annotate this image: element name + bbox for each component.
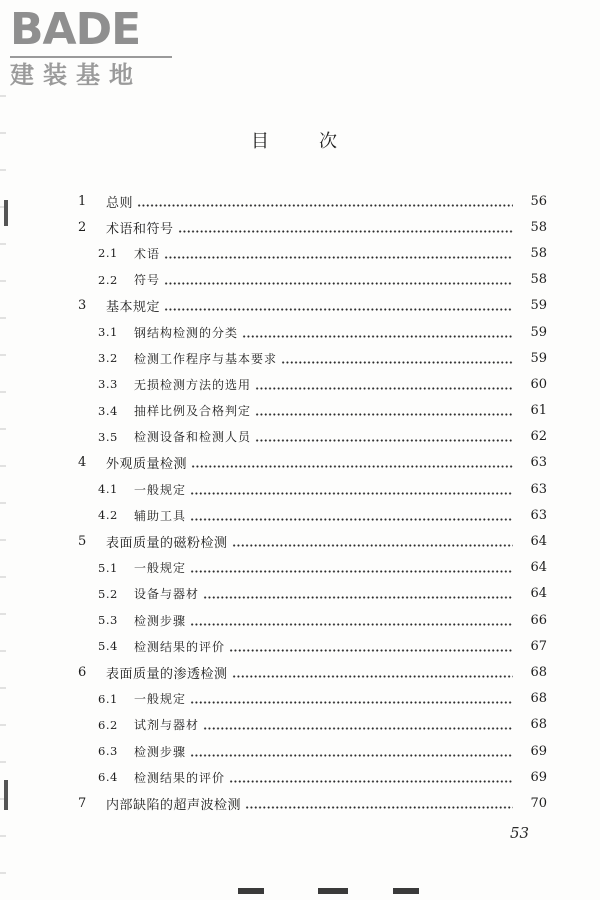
toc-entry-page: 69 (530, 743, 547, 759)
toc-entry-number: 2.2 (98, 272, 118, 287)
toc-entry-title: 符号 (134, 273, 161, 288)
toc-entry-number: 4.2 (98, 508, 118, 523)
toc-entry-title: 术语 (134, 246, 161, 261)
toc-entry-title: 外观质量检测 (106, 457, 188, 473)
logo-subtitle: 建装基地 (10, 61, 142, 89)
toc-entry-number: 3.3 (98, 377, 118, 392)
toc-entry-title: 辅助工具 (134, 508, 187, 523)
toc-entry-page: 64 (530, 534, 547, 550)
toc-entry-number: 4.1 (98, 482, 118, 497)
toc-entry-title: 一般规定 (134, 561, 187, 576)
toc-entry-number: 3 (78, 298, 87, 314)
toc-dot-leader (281, 361, 513, 364)
toc-dot-leader (229, 780, 513, 783)
toc-entry[interactable] (0, 528, 600, 554)
toc-dot-leader (255, 439, 513, 442)
toc-entry-page: 56 (530, 193, 547, 209)
toc-entry-title: 检测设备和检测人员 (134, 430, 252, 445)
toc-entry-title: 检测步骤 (134, 744, 187, 759)
toc-entry-page: 64 (530, 560, 547, 576)
logo-divider (10, 56, 172, 58)
toc-entry-title: 设备与器材 (134, 587, 200, 602)
toc-entry[interactable] (0, 424, 600, 450)
toc-entry-page: 63 (530, 455, 547, 471)
toc-entry-title: 一般规定 (134, 692, 187, 707)
page-number: 53 (510, 824, 530, 842)
toc-dot-leader (229, 649, 513, 652)
toc-dot-leader (190, 518, 513, 521)
toc-entry[interactable] (0, 686, 600, 712)
toc-entry-number: 6.2 (98, 717, 118, 732)
toc-entry-number: 5 (78, 534, 87, 550)
toc-entry-title: 表面质量的磁粉检测 (106, 536, 228, 552)
toc-dot-leader (232, 675, 513, 678)
toc-entry-title: 基本规定 (106, 300, 161, 316)
toc-entry-page: 67 (530, 638, 547, 654)
toc-entry-page: 60 (530, 376, 547, 392)
toc-entry[interactable] (0, 293, 600, 319)
toc-dot-leader (164, 256, 513, 259)
toc-entry-title: 无损检测方法的选用 (134, 377, 252, 392)
toc-entry[interactable] (0, 633, 600, 659)
toc-entry-page: 66 (530, 612, 547, 628)
logo-word: BADE (10, 4, 141, 55)
toc-entry[interactable] (0, 607, 600, 633)
toc-entry-page: 68 (530, 664, 547, 680)
toc-entry[interactable] (0, 712, 600, 738)
toc-entry[interactable] (0, 502, 600, 528)
toc-entry-page: 58 (530, 219, 547, 235)
toc-dot-leader (190, 701, 513, 704)
toc-dot-leader (190, 570, 513, 573)
toc-entry-number: 3.4 (98, 403, 118, 418)
toc-dot-leader (242, 335, 513, 338)
toc-entry-page: 62 (530, 429, 547, 445)
toc-entry[interactable] (0, 476, 600, 502)
toc-entry-page: 63 (530, 507, 547, 523)
toc-entry-page: 59 (530, 324, 547, 340)
toc-entry-title: 检测步骤 (134, 613, 187, 628)
toc-entry-number: 5.3 (98, 613, 118, 628)
toc-entry-number: 3.1 (98, 325, 118, 340)
toc-entry-title: 试剂与器材 (134, 718, 200, 733)
scan-artifact (318, 888, 348, 894)
toc-entry[interactable] (0, 738, 600, 764)
toc-entry[interactable] (0, 764, 600, 790)
toc-entry[interactable] (0, 371, 600, 397)
toc-entry[interactable] (0, 659, 600, 685)
toc-entry-page: 59 (530, 298, 547, 314)
toc-entry[interactable] (0, 345, 600, 371)
toc-entry-page: 69 (530, 769, 547, 785)
toc-dot-leader (190, 754, 513, 757)
toc-entry-number: 5.1 (98, 560, 118, 575)
toc-dot-leader (137, 204, 513, 207)
toc-dot-leader (255, 413, 513, 416)
toc-entry[interactable] (0, 398, 600, 424)
toc-entry-number: 4 (78, 455, 87, 471)
table-of-contents (0, 188, 600, 817)
toc-dot-leader (191, 465, 513, 468)
toc-dot-leader (190, 492, 513, 495)
toc-dot-leader (203, 727, 513, 730)
bade-logo-watermark (10, 6, 175, 88)
toc-entry-page: 58 (530, 272, 547, 288)
toc-entry-page: 59 (530, 350, 547, 366)
toc-dot-leader (190, 623, 513, 626)
toc-dot-leader (203, 596, 513, 599)
toc-entry-number: 5.2 (98, 586, 118, 601)
toc-entry-number: 2 (78, 219, 87, 235)
toc-entry-page: 63 (530, 481, 547, 497)
toc-entry-title: 抽样比例及合格判定 (134, 404, 252, 419)
toc-entry-title: 检测结果的评价 (134, 639, 226, 654)
toc-dot-leader (164, 308, 513, 311)
toc-entry-number: 6.4 (98, 770, 118, 785)
toc-entry-title: 检测工作程序与基本要求 (134, 351, 278, 366)
toc-dot-leader (255, 387, 513, 390)
toc-entry-page: 68 (530, 691, 547, 707)
toc-entry-page: 61 (530, 403, 547, 419)
toc-entry-title: 表面质量的渗透检测 (106, 666, 228, 682)
toc-entry-number: 6.3 (98, 744, 118, 759)
toc-entry-number: 3.2 (98, 351, 118, 366)
toc-dot-leader (178, 230, 513, 233)
toc-entry-number: 2.1 (98, 246, 118, 261)
toc-entry-title: 钢结构检测的分类 (134, 325, 239, 340)
toc-entry-number: 3.5 (98, 429, 118, 444)
toc-entry-number: 1 (78, 193, 87, 209)
toc-entry[interactable] (0, 267, 600, 293)
toc-dot-leader (245, 806, 513, 809)
toc-entry-number: 7 (78, 795, 87, 811)
toc-entry[interactable] (0, 790, 600, 816)
toc-entry-title: 检测结果的评价 (134, 770, 226, 785)
toc-entry-title: 总则 (106, 195, 134, 211)
toc-entry[interactable] (0, 214, 600, 240)
toc-entry[interactable] (0, 450, 600, 476)
toc-entry-page: 68 (530, 717, 547, 733)
toc-entry-page: 58 (530, 245, 547, 261)
toc-entry-title: 内部缺陷的超声波检测 (106, 797, 242, 813)
toc-entry[interactable] (0, 319, 600, 345)
toc-entry[interactable] (0, 188, 600, 214)
scan-artifact (238, 888, 264, 894)
scan-artifact (393, 888, 419, 894)
toc-entry-page: 70 (530, 795, 547, 811)
toc-entry-number: 5.4 (98, 639, 118, 654)
toc-entry[interactable] (0, 240, 600, 266)
toc-entry[interactable] (0, 581, 600, 607)
toc-dot-leader (232, 544, 513, 547)
toc-entry-number: 6.1 (98, 691, 118, 706)
page-title: 目次 (251, 131, 387, 152)
toc-entry[interactable] (0, 555, 600, 581)
toc-entry-page: 64 (530, 586, 547, 602)
toc-dot-leader (164, 282, 513, 285)
toc-entry-title: 术语和符号 (106, 221, 174, 237)
toc-entry-number: 6 (78, 664, 87, 680)
toc-entry-title: 一般规定 (134, 482, 187, 497)
